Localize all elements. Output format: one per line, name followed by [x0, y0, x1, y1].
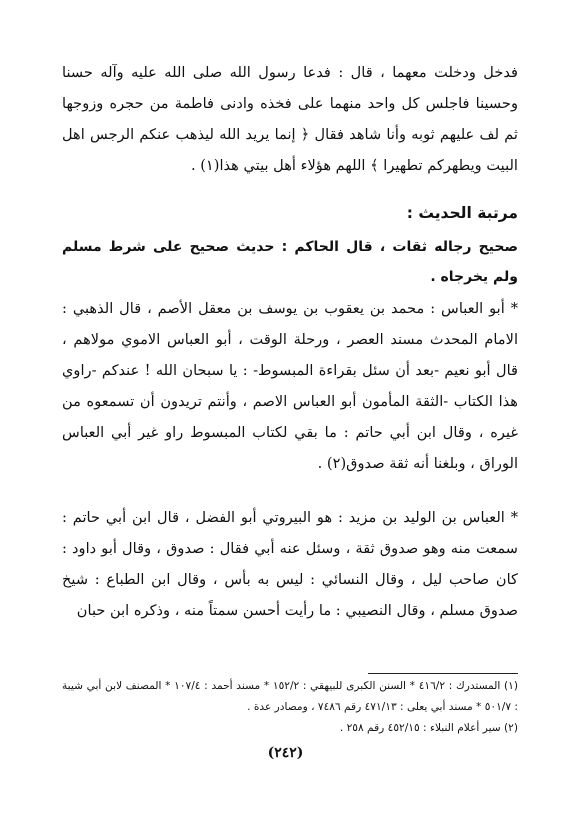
- body-paragraph-narrator-1: * أبو العباس : محمد بن يعقوب بن يوسف بن معقل الأصم ، قال الذهبي : الامام المحدث مسند العصر ، ورحلة الوقت ، أبو العباس الاموي مولاهم ، قال أبو نعيم -بعد أن سئل بقراءة المبسوط- : يا سبحان الله ! عندكم -راوي هذا الكتاب -الثقة المأمون أبو العباس الاصم ، وأنتم تريدون أن تسمعوه من غيره ، وقال ابن أبي حاتم : ما بقي لكتاب المبسوط راو غير أبي العباس الوراق ، وبلغنا أنه ثقة صدوق(٢) .: [62, 300, 518, 472]
- page-number: (٢٤٢): [267, 745, 304, 761]
- hadith-ruling: صحيح رجاله ثقات ، قال الحاكم : حديث صحيح على شرط مسلم ولم يخرجاه .: [62, 239, 518, 285]
- section-heading: مرتبة الحديث :: [406, 204, 518, 222]
- footnote-1: (١) المستدرك : ٤١٦/٢ * السنن الكبرى للبيهقي : ١٥٢/٢ * مسند أحمد : ١٠٧/٤ * المصنف لابن أبي شيبة : ٥٠١/٧ * مسند أبي يعلى : ٤٧١/١٣ رقم ٧٤٨٦ ، ومصادر عدة .: [62, 680, 519, 713]
- footnote-divider: [368, 673, 518, 674]
- footnotes: [62, 676, 518, 739]
- body-paragraph-hadith: فدخل ودخلت معهما ، قال : فدعا رسول الله صلى الله عليه وآله حسنا وحسينا فاجلس كل واحد منهما على فخذه وادنى فاطمة من حجره وزوجها ثم لف عليهم ثوبه وأنا شاهد فقال ﴿ إنما يريد الله ليذهب عنكم الرجس اهل البيت ويطهركم تطهيرا ﴾ اللهم هؤلاء أهل بيتي هذا(١) .: [62, 64, 518, 174]
- body-paragraph-narrator-2: * العباس بن الوليد بن مزيد : هو البيروتي أبو الفضل ، قال ابن أبي حاتم : سمعت منه وهو صدوق ثقة ، وسئل عنه أبي فقال : صدوق ، وقال أبو داود : كان صاحب ليل ، وقال النسائي : ليس به بأس ، وقال ابن الطباع : شيخ صدوق مسلم ، وقال النصيبي : ما رأيت أحسن سمتاً منه ، وذكره ابن حبان: [62, 509, 518, 619]
- footnote-2: (٢) سير أعلام النبلاء : ٤٥٢/١٥ رقم ٢٥٨ .: [339, 722, 518, 734]
